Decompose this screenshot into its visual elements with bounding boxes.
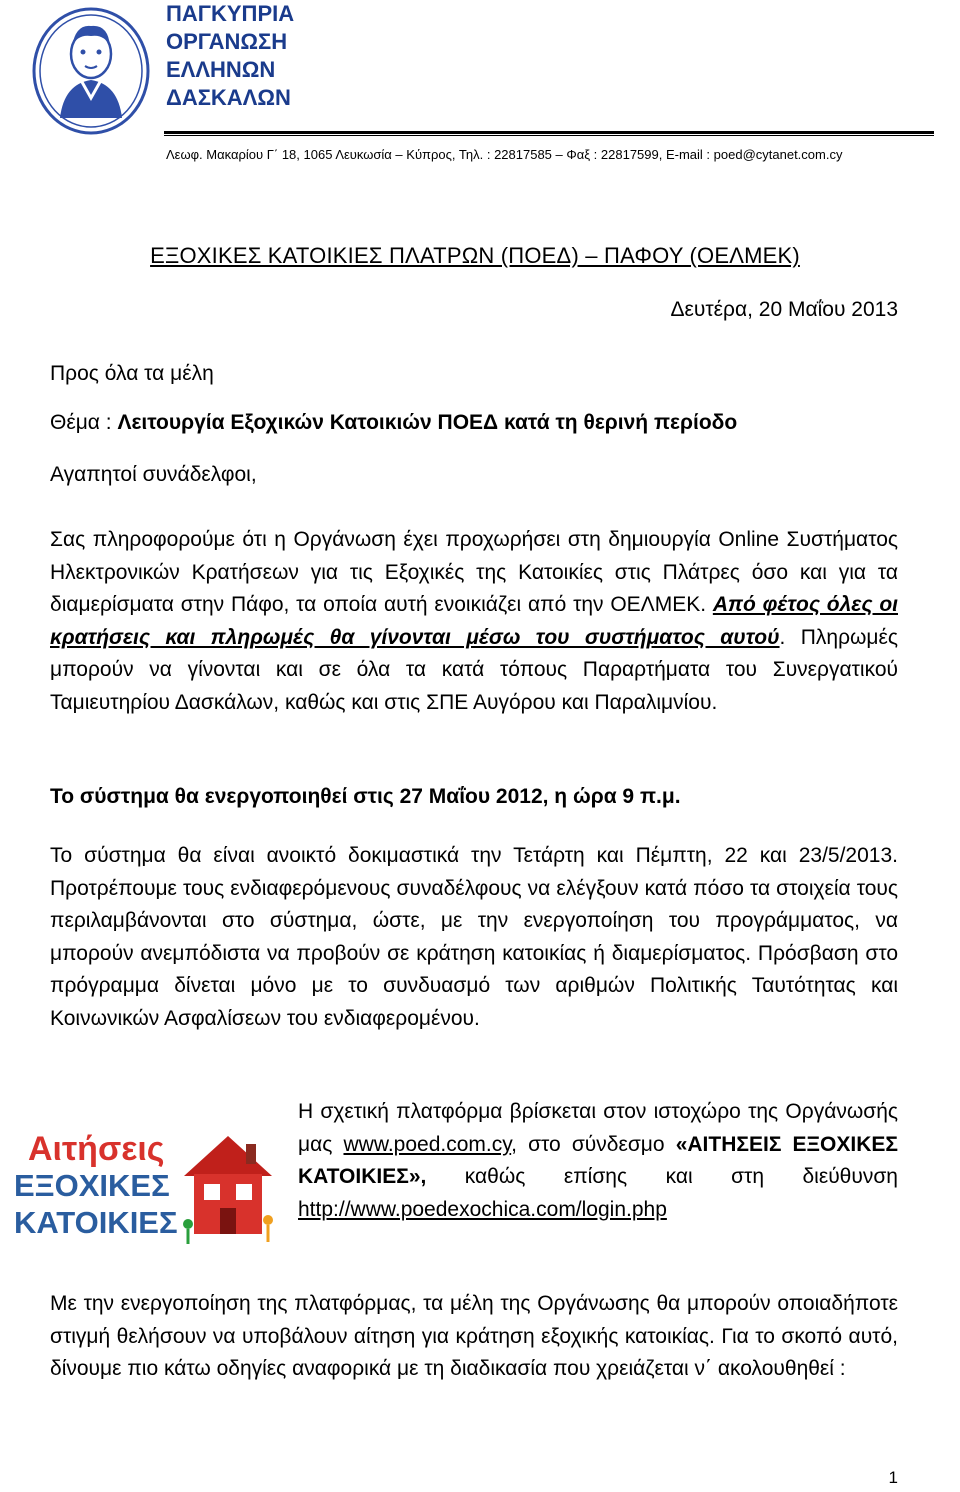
document-title: ΕΞΟΧΙΚΕΣ ΚΑΤΟΙΚΙΕΣ ΠΛΑΤΡΩΝ (ΠΟΕΔ) – ΠΑΦΟΥ (ΟΕΛΜΕΚ): [150, 243, 800, 268]
platform-text-mid: , στο σύνδεσμο: [511, 1132, 676, 1156]
subject-line: [50, 411, 737, 435]
org-name-line-3: ΕΛΛΗΝΩΝ: [166, 57, 276, 82]
paragraph-online-system-emphasis: Από φέτος όλες οι κρατήσεις και πληρωμές θα γίνονται μέσω του συστήματος αυτού: [50, 593, 898, 649]
paragraph-instructions-intro: Με την ενεργοποίηση της πλατφόρμας, τα μέλη της Οργάνωσης θα μπορούν οποιαδήποτε στιγμή θελήσουν να υποβάλουν αίτηση για κράτηση εξοχικής κατοικίας. Για το σκοπό αυτό, δίνουμε πιο κάτω οδηγίες αναφορικά με τη διαδικασία που χρειάζεται ν΄ ακολουθηθεί :: [50, 1292, 898, 1380]
platform-text-mid-2: καθώς επίσης και στη διεύθυνση: [426, 1165, 898, 1188]
subject-text: Λειτουργία Εξοχικών Κατοικιών ΠΟΕΔ κατά τη θερινή περίοδο: [117, 411, 738, 434]
organization-logo-icon: [30, 6, 152, 136]
org-name-line-1: ΠΑΓΚΥΠΡΙΑ: [166, 1, 295, 26]
header-rule-thick: [164, 131, 934, 134]
paragraph-trial-period: Το σύστημα θα είναι ανοικτό δοκιμαστικά την Τετάρτη και Πέμπτη, 22 και 23/5/2013. Προτρέπουμε τους ενδιαφερόμενους συναδέλφους να ελέγξουν κατά πόσο τα στοιχεία τους περιλαμβάνονται στο σύστημα, ώστε, με την ενεργοποίηση του προγράμματος, να μπορούν ανεμπόδιστα να προβούν σε κράτηση κατοικίας ή διαμερίσματος. Πρόσβαση στο πρόγραμμα δίνεται μόνο με το συνδυασμό των αριθμών Πολιτικής Ταυτότητας και Κοινωνικών Ασφαλίσεων του ενδιαφερομένου.: [50, 844, 898, 1030]
org-name-line-2: ΟΡΓΑΝΩΣΗ: [166, 29, 288, 54]
applications-banner: [6, 1118, 281, 1258]
document-date: Δευτέρα, 20 Μαΐου 2013: [670, 298, 898, 321]
paragraph-online-system: [50, 524, 898, 719]
activation-notice: Το σύστημα θα ενεργοποιηθεί στις 27 Μαΐου 2012, η ώρα 9 π.μ.: [50, 785, 681, 808]
recipients-line: Προς όλα τα μέλη: [50, 362, 214, 385]
banner-line-3: ΚΑΤΟΙΚΙΕΣ: [14, 1205, 178, 1240]
page-number: 1: [888, 1468, 898, 1487]
platform-paragraph: [298, 1096, 898, 1226]
paragraph-online-system-start: Σας πληροφορούμε ότι η Οργάνωση έχει προχωρήσει στη δημιουργία Online Συστήματος Ηλεκτρονικών Κρατήσεων για τις Εξοχικές της Κατοικίες στις Πλάτρες όσο και για τα διαμερίσματα στην Πάφο, τα οποία αυτή ενοικιάζει από την ΟΕΛΜΕΚ.: [50, 528, 898, 616]
subject-label: Θέμα :: [50, 411, 118, 434]
platform-text-start: Η σχετική πλατφόρμα βρίσκεται στον ιστοχώρο της Οργάνωσής μας: [298, 1100, 898, 1156]
organization-name: [166, 0, 294, 112]
banner-line-1: Αιτήσεις: [28, 1130, 165, 1168]
platform-url-link[interactable]: http://www.poedexochica.com/login.php: [298, 1197, 667, 1221]
organization-address: Λεωφ. Μακαρίου Γ΄ 18, 1065 Λευκωσία – Κύπρος, Τηλ. : 22817585 – Φαξ : 22817599, E-mail : poed@cytanet.com.cy: [166, 147, 843, 162]
poed-website-link[interactable]: www.poed.com.cy: [343, 1132, 512, 1156]
org-name-line-4: ΔΑΣΚΑΛΩΝ: [166, 85, 291, 110]
paragraph-online-system-end: . Πληρωμές μπορούν να γίνονται και σε όλα τα κατά τόπους Παραρτήματα του Συνεργατικού Ταμιευτηρίου Δασκάλων, καθώς και στις ΣΠΕ Αυγόρου και Παραλιμνίου.: [50, 625, 899, 714]
banner-graphic: [6, 1118, 281, 1258]
greeting: Αγαπητοί συνάδελφοι,: [50, 463, 257, 486]
banner-line-2: ΕΞΟΧΙΚΕΣ: [14, 1168, 170, 1203]
platform-section-name: «ΑΙΤΗΣΕΙΣ ΕΞΟΧΙΚΕΣ ΚΑΤΟΙΚΙΕΣ»,: [298, 1132, 899, 1188]
header-rule-thin: [164, 135, 934, 136]
house-icon: [183, 1136, 273, 1244]
